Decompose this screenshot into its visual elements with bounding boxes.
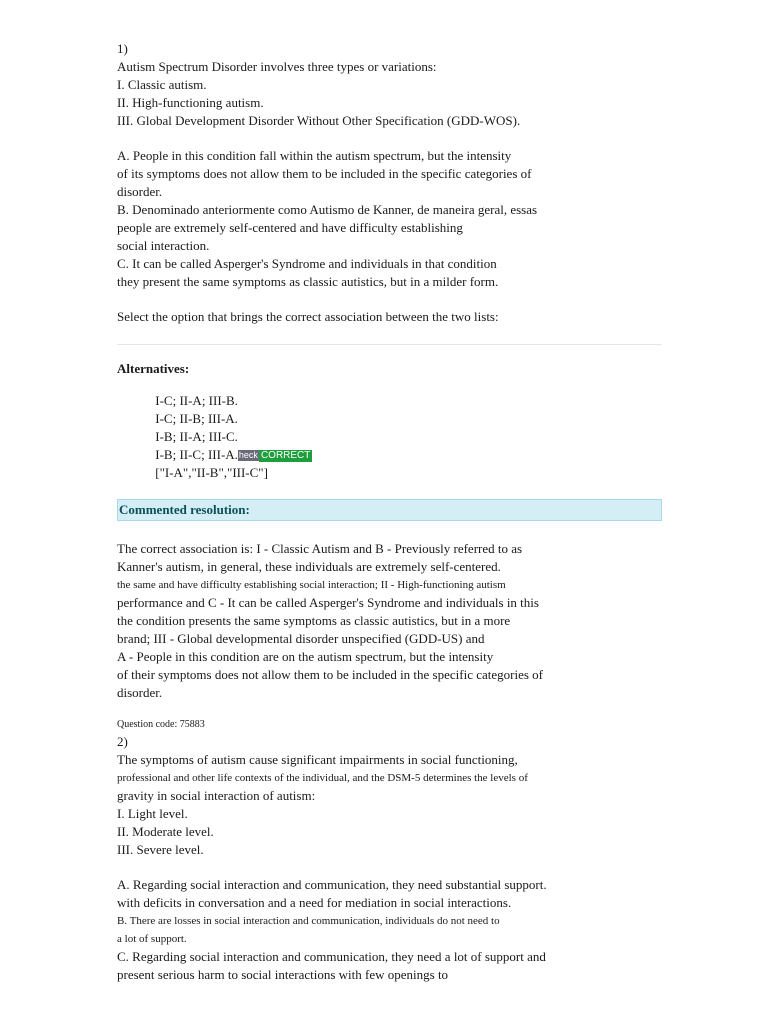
alternative-option[interactable] xyxy=(141,446,662,464)
resolution-line: the condition presents the same symptoms as classic autistics, but in a more xyxy=(117,613,511,628)
statement-line: they present the same symptoms as classic autistics, but in a milder form. xyxy=(117,274,499,289)
list-item: I. Classic autism. xyxy=(117,77,207,92)
alternative-label: I-C; II-B; III-A. xyxy=(155,411,238,426)
statement-line: with deficits in conversation and a need for mediation in social interactions. xyxy=(117,895,512,910)
statement-line: C. Regarding social interaction and communication, they need a lot of support and xyxy=(117,949,546,964)
resolution-line: disorder. xyxy=(117,685,163,700)
statement-line: B. There are losses in social interaction and communication, individuals do not need to xyxy=(117,915,500,927)
question-text: The symptoms of autism cause significant impairments in social functioning, xyxy=(117,752,518,767)
statement-line: disorder. xyxy=(117,184,163,199)
statement-line: A. People in this condition fall within the autism spectrum, but the intensity xyxy=(117,148,512,163)
statement-line: A. Regarding social interaction and communication, they need substantial support. xyxy=(117,877,547,892)
alternatives-list xyxy=(141,392,662,482)
question-text: professional and other life contexts of the individual, and the DSM-5 determines the levels of xyxy=(117,772,528,784)
alternative-option[interactable] xyxy=(141,410,662,428)
list-item: III. Global Development Disorder Without Other Specification (GDD-WOS). xyxy=(117,113,521,128)
statement-line: social interaction. xyxy=(117,238,210,253)
list-item: II. Moderate level. xyxy=(117,824,214,839)
document xyxy=(117,40,662,984)
statement-line: a lot of support. xyxy=(117,933,187,945)
statement-line: people are extremely self-centered and have difficulty establishing xyxy=(117,220,463,235)
statement-line: present serious harm to social interactions with few openings to xyxy=(117,967,449,982)
alternative-option[interactable] xyxy=(141,428,662,446)
statement-line: B. Denominado anteriormente como Autismo de Kanner, de maneira geral, essas xyxy=(117,202,538,217)
statement-line: of its symptoms does not allow them to be included in the specific categories of xyxy=(117,166,532,181)
resolution-heading: Commented resolution: xyxy=(117,499,662,521)
question-text: Autism Spectrum Disorder involves three types or variations: xyxy=(117,59,437,74)
alternative-label: ["I-A","II-B","III-C"] xyxy=(155,465,268,480)
alternative-option[interactable] xyxy=(141,392,662,410)
list-item: III. Severe level. xyxy=(117,842,204,857)
alternative-option[interactable] xyxy=(141,464,662,482)
list-item: II. High-functioning autism. xyxy=(117,95,264,110)
statement-line: C. It can be called Asperger's Syndrome and individuals in that condition xyxy=(117,256,497,271)
resolution-line: the same and have difficulty establishing social interaction; II - High-functioning autism xyxy=(117,579,506,591)
divider xyxy=(117,344,662,345)
question-number: 1) xyxy=(117,41,128,56)
alternative-label: I-B; II-A; III-C. xyxy=(155,429,238,444)
resolution-line: brand; III - Global developmental disorder unspecified (GDD-US) and xyxy=(117,631,485,646)
correct-badge: CORRECT xyxy=(260,450,311,461)
resolution-line: Kanner's autism, in general, these individuals are extremely self-centered. xyxy=(117,559,501,574)
resolution-line: performance and C - It can be called Asperger's Syndrome and individuals in this xyxy=(117,595,539,610)
alternative-label: I-B; II-C; III-A. xyxy=(155,447,238,462)
question-prompt: Select the option that brings the correct association between the two lists: xyxy=(117,309,499,324)
resolution-line: The correct association is: I - Classic Autism and B - Previously referred to as xyxy=(117,541,523,556)
resolution-line: of their symptoms does not allow them to be included in the specific categories of xyxy=(117,667,544,682)
list-item: I. Light level. xyxy=(117,806,188,821)
resolution-line: A - People in this condition are on the autism spectrum, but the intensity xyxy=(117,649,494,664)
question-code: Question code: 75883 xyxy=(117,719,205,730)
alternative-label: I-C; II-A; III-B. xyxy=(155,393,238,408)
question-number: 2) xyxy=(117,734,128,749)
check-badge: heck xyxy=(238,450,258,460)
alternatives-heading: Alternatives: xyxy=(117,361,190,376)
question-text: gravity in social interaction of autism: xyxy=(117,788,316,803)
